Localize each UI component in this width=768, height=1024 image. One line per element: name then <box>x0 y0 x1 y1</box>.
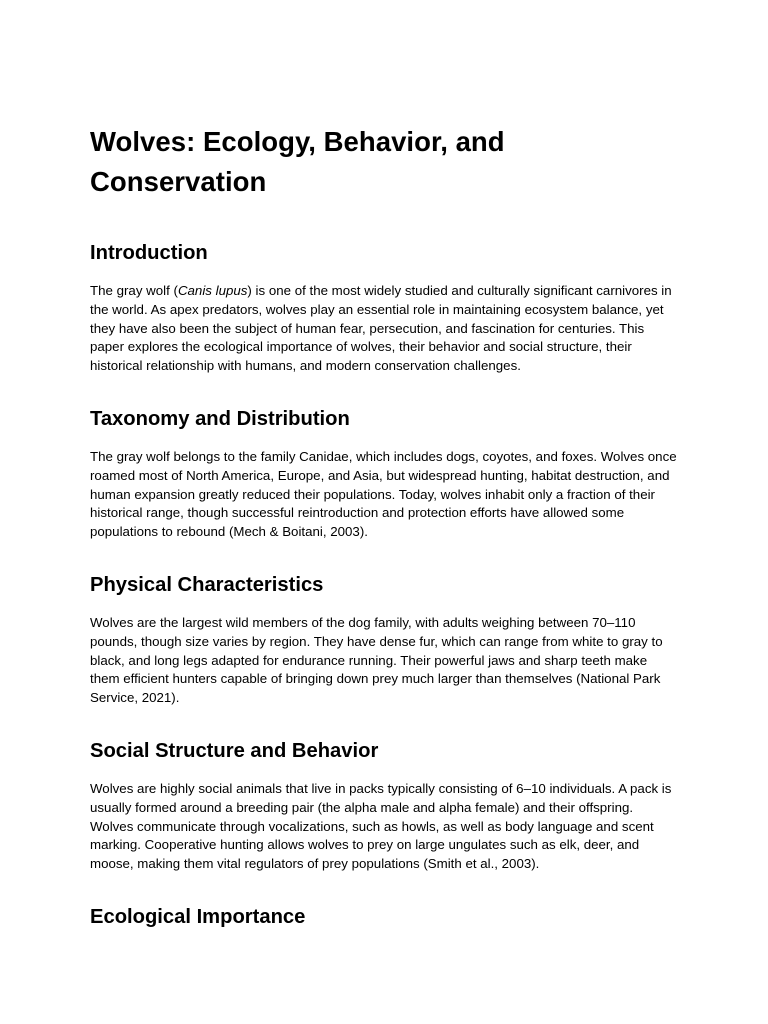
section-heading-physical: Physical Characteristics <box>90 573 324 596</box>
section-heading-introduction: Introduction <box>90 242 208 264</box>
paragraph-social: Wolves are highly social animals that live in packs typically consisting of 6–10 individuals. A pack is usually formed around a breeding pair (the alpha male and alpha female) and their offspring. Wolves communicate through vocalizations, such as howls, as well as body language and scent marking. Cooperative hunting allows wolves to prey on large ungulates such as elk, deer, and moose, making them vital regulators of prey populations (Smith et al., 2003). <box>90 780 672 872</box>
document-title: Wolves: Ecology, Behavior, and Conservation <box>90 126 505 197</box>
section-heading-social: Social Structure and Behavior <box>90 739 379 762</box>
intro-text-before: The gray wolf ( <box>90 283 178 298</box>
document-content <box>90 122 680 946</box>
species-name-italic: Canis lupus <box>177 283 248 298</box>
paragraph-physical: Wolves are the largest wild members of the dog family, with adults weighing between 70–110 pounds, though size varies by region. They have dense fur, which can range from white to gray to black, and long legs adapted for endurance running. Their powerful jaws and sharp teeth make them efficient hunters capable of bringing down prey much larger than themselves (National Park Service, 2021). <box>90 614 663 706</box>
paragraph-taxonomy: The gray wolf belongs to the family Canidae, which includes dogs, coyotes, and foxes. Wolves once roamed most of North America, Europe, and Asia, but widespread hunting, habitat destruction, and human expansion greatly reduced their populations. Today, wolves inhabit only a fraction of their historical range, though successful reintroduction and protection efforts have allowed some populations to rebound (Mech & Boitani, 2003). <box>90 448 677 540</box>
section-heading-taxonomy: Taxonomy and Distribution <box>90 407 350 430</box>
section-heading-ecological: Ecological Importance <box>90 905 306 928</box>
paragraph-introduction <box>90 282 680 376</box>
intro-text-after: ) is one of the most widely studied and culturally significant carnivores in the world. As apex predators, wolves play an essential role in maintaining ecosystem balance, yet they have also been the subject of human fear, persecution, and fascination for centuries. This paper explores the ecological importance of wolves, their behavior and social structure, their historical relationship with humans, and modern conservation challenges. <box>90 283 672 374</box>
